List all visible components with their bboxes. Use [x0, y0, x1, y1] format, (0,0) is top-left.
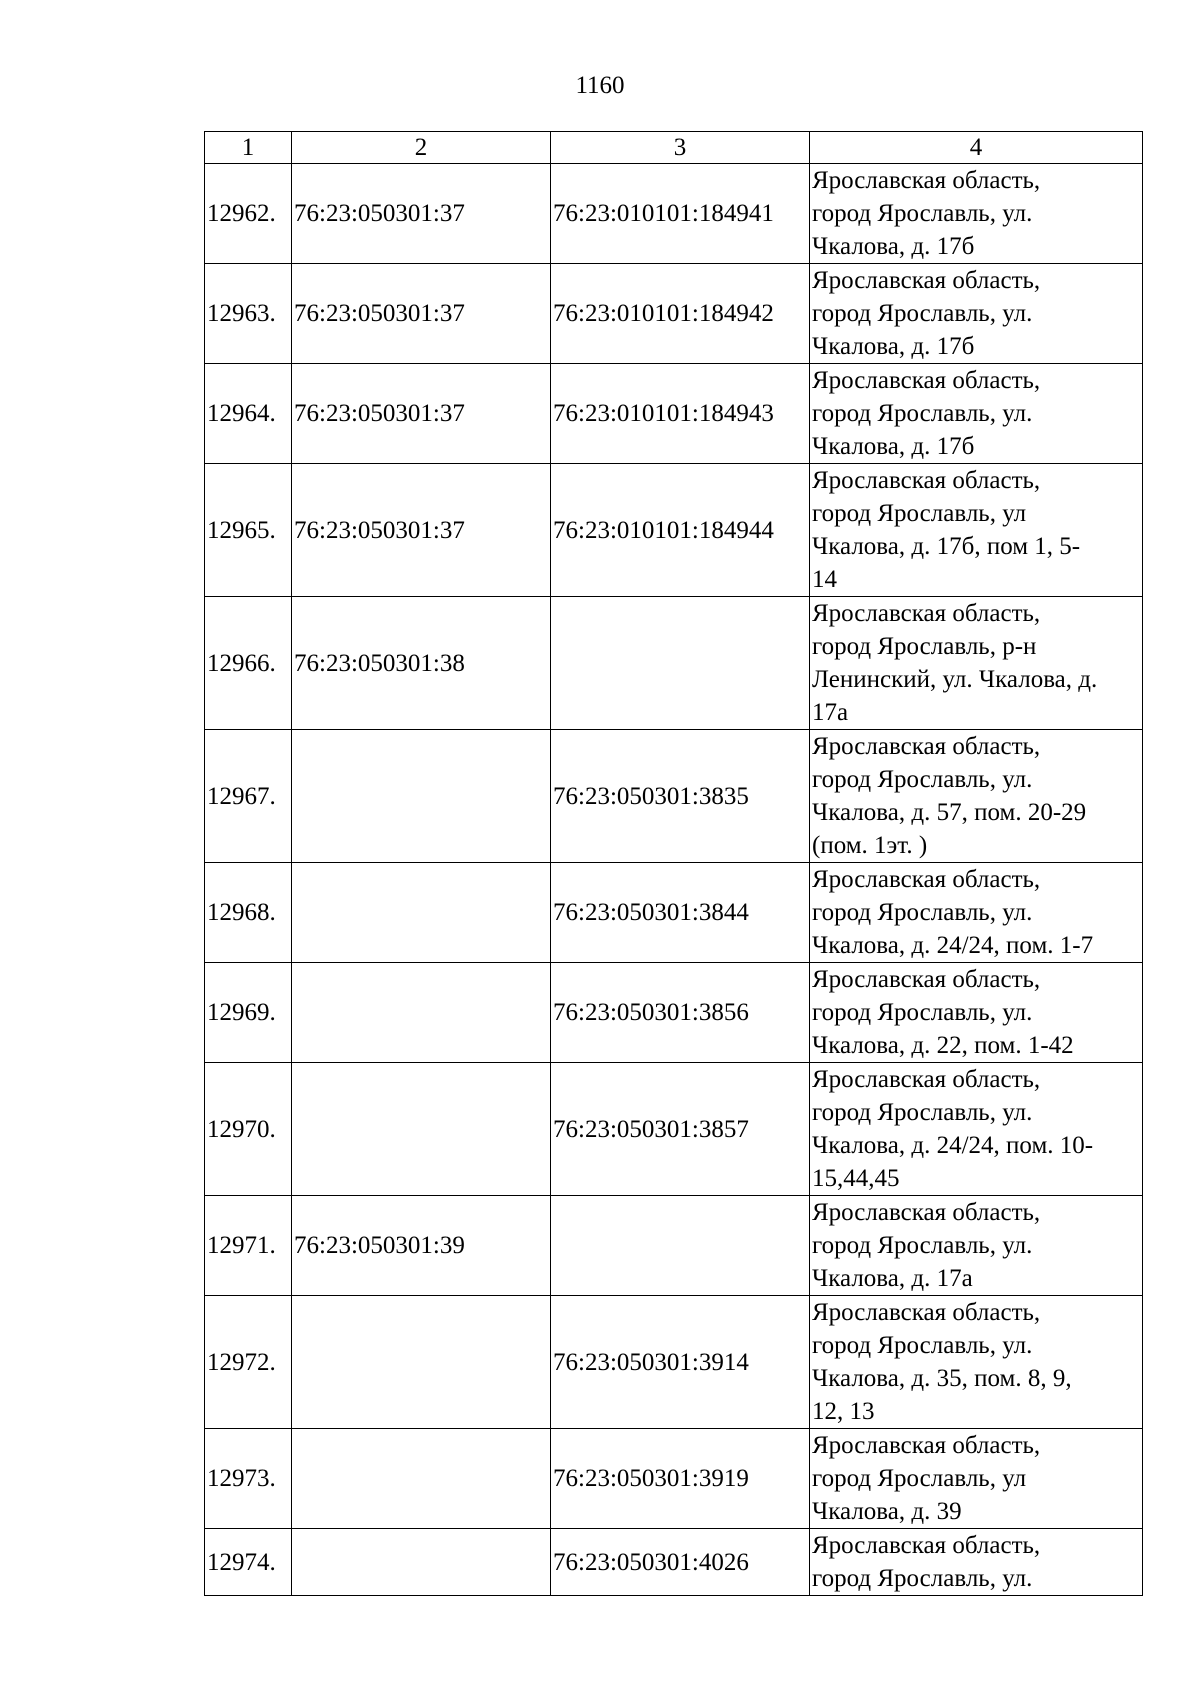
address-line: 15,44,45 [812, 1165, 900, 1192]
address-line: Ярославская область, [812, 1199, 1041, 1226]
registry-table [204, 131, 1143, 1596]
row-number-cell: 12968. [205, 863, 292, 963]
cadastral-number-cell [292, 730, 551, 863]
cadastral-number-cell [292, 1529, 551, 1596]
object-cadastral-number-cell: 76:23:050301:3835 [551, 730, 810, 863]
address-line: Ярославская область, [812, 467, 1041, 494]
address-line: Чкалова, д. 24/24, пом. 10- [812, 1132, 1094, 1159]
cadastral-number-cell: 76:23:050301:37 [292, 464, 551, 597]
address-line: Ярославская область, [812, 866, 1041, 893]
column-header: 3 [551, 132, 810, 164]
cadastral-number-cell [292, 963, 551, 1063]
address-line: Чкалова, д. 17б, пом 1, 5- [812, 533, 1081, 560]
table-row [205, 1196, 1143, 1296]
row-number-cell: 12966. [205, 597, 292, 730]
object-cadastral-number-cell: 76:23:050301:3919 [551, 1429, 810, 1529]
address-line: Ярославская область, [812, 267, 1041, 294]
row-number-cell: 12969. [205, 963, 292, 1063]
table-row [205, 863, 1143, 963]
address-line: город Ярославль, ул. [812, 1232, 1033, 1259]
row-number-cell: 12964. [205, 364, 292, 464]
table-row [205, 1296, 1143, 1429]
cadastral-number-cell [292, 1063, 551, 1196]
cadastral-number-cell: 76:23:050301:39 [292, 1196, 551, 1296]
row-number-cell: 12967. [205, 730, 292, 863]
row-number-cell: 12974. [205, 1529, 292, 1596]
object-cadastral-number-cell [551, 1196, 810, 1296]
column-header: 2 [292, 132, 551, 164]
page-number: 1160 [575, 72, 625, 99]
table-row [205, 1529, 1143, 1596]
address-line: Чкалова, д. 17б [812, 333, 975, 360]
address-line: Ярославская область, [812, 1432, 1041, 1459]
address-line: город Ярославль, р-н [812, 633, 1037, 660]
address-cell [810, 1196, 1143, 1296]
address-line: город Ярославль, ул. [812, 1565, 1033, 1592]
address-line: город Ярославль, ул. [812, 300, 1033, 327]
address-line: город Ярославль, ул. [812, 1332, 1033, 1359]
address-line: Ярославская область, [812, 1532, 1041, 1559]
object-cadastral-number-cell: 76:23:010101:184943 [551, 364, 810, 464]
column-header: 1 [205, 132, 292, 164]
table-row [205, 963, 1143, 1063]
address-cell [810, 963, 1143, 1063]
table-row [205, 1429, 1143, 1529]
address-line: Чкалова, д. 17а [812, 1265, 973, 1292]
object-cadastral-number-cell: 76:23:050301:3914 [551, 1296, 810, 1429]
row-number-cell: 12963. [205, 264, 292, 364]
object-cadastral-number-cell: 76:23:050301:3856 [551, 963, 810, 1063]
address-line: Чкалова, д. 17б [812, 233, 975, 260]
table-header-row [205, 132, 1143, 164]
table-row [205, 364, 1143, 464]
address-line: город Ярославль, ул. [812, 899, 1033, 926]
address-line: Ярославская область, [812, 1066, 1041, 1093]
address-cell [810, 264, 1143, 364]
address-cell [810, 730, 1143, 863]
object-cadastral-number-cell: 76:23:010101:184942 [551, 264, 810, 364]
object-cadastral-number-cell: 76:23:010101:184944 [551, 464, 810, 597]
address-line: Ленинский, ул. Чкалова, д. [812, 666, 1098, 693]
table-row [205, 464, 1143, 597]
cadastral-number-cell [292, 1296, 551, 1429]
address-line: город Ярославль, ул. [812, 766, 1033, 793]
address-line: Ярославская область, [812, 1299, 1041, 1326]
row-number-cell: 12972. [205, 1296, 292, 1429]
address-line: Чкалова, д. 22, пом. 1-42 [812, 1032, 1074, 1059]
row-number-cell: 12973. [205, 1429, 292, 1529]
address-line: город Ярославль, ул. [812, 200, 1033, 227]
cadastral-number-cell: 76:23:050301:37 [292, 164, 551, 264]
table-row [205, 1063, 1143, 1196]
address-cell [810, 164, 1143, 264]
address-line: Ярославская область, [812, 600, 1041, 627]
address-line: город Ярославль, ул [812, 1465, 1027, 1492]
object-cadastral-number-cell: 76:23:010101:184941 [551, 164, 810, 264]
address-line: Ярославская область, [812, 167, 1041, 194]
address-line: 17а [812, 699, 849, 726]
row-number-cell: 12971. [205, 1196, 292, 1296]
address-cell [810, 364, 1143, 464]
address-line: город Ярославль, ул. [812, 1099, 1033, 1126]
object-cadastral-number-cell: 76:23:050301:3857 [551, 1063, 810, 1196]
address-line: Чкалова, д. 35, пом. 8, 9, [812, 1365, 1072, 1392]
cadastral-number-cell: 76:23:050301:37 [292, 264, 551, 364]
address-cell [810, 464, 1143, 597]
row-number-cell: 12962. [205, 164, 292, 264]
address-cell [810, 1529, 1143, 1596]
address-cell [810, 863, 1143, 963]
address-line: Чкалова, д. 57, пом. 20-29 [812, 799, 1087, 826]
address-line: 14 [812, 566, 837, 593]
address-cell [810, 1296, 1143, 1429]
address-line: Ярославская область, [812, 367, 1041, 394]
address-line: Чкалова, д. 17б [812, 433, 975, 460]
column-header: 4 [810, 132, 1143, 164]
object-cadastral-number-cell: 76:23:050301:3844 [551, 863, 810, 963]
cadastral-number-cell [292, 863, 551, 963]
address-cell [810, 1429, 1143, 1529]
address-line: Ярославская область, [812, 966, 1041, 993]
table-row [205, 164, 1143, 264]
object-cadastral-number-cell: 76:23:050301:4026 [551, 1529, 810, 1596]
address-line: Чкалова, д. 39 [812, 1498, 962, 1525]
address-cell [810, 597, 1143, 730]
table-row [205, 264, 1143, 364]
address-line: город Ярославль, ул [812, 500, 1027, 527]
cadastral-number-cell: 76:23:050301:38 [292, 597, 551, 730]
row-number-cell: 12970. [205, 1063, 292, 1196]
address-line: город Ярославль, ул. [812, 400, 1033, 427]
address-line: (пом. 1эт. ) [812, 832, 928, 859]
address-line: 12, 13 [812, 1398, 875, 1425]
cadastral-number-cell: 76:23:050301:37 [292, 364, 551, 464]
table-row [205, 597, 1143, 730]
address-line: Ярославская область, [812, 733, 1041, 760]
address-cell [810, 1063, 1143, 1196]
object-cadastral-number-cell [551, 597, 810, 730]
cadastral-number-cell [292, 1429, 551, 1529]
row-number-cell: 12965. [205, 464, 292, 597]
address-line: город Ярославль, ул. [812, 999, 1033, 1026]
table-row [205, 730, 1143, 863]
address-line: Чкалова, д. 24/24, пом. 1-7 [812, 932, 1094, 959]
